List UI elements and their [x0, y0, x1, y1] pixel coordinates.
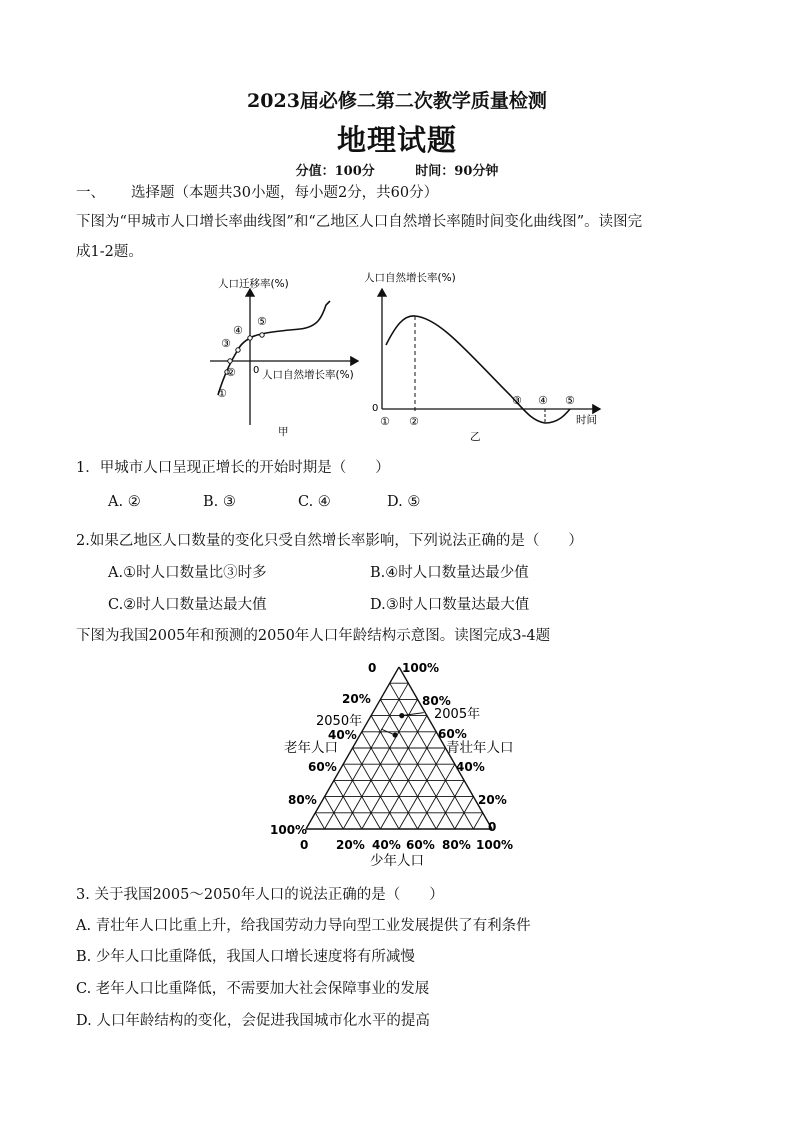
yi-caption: 乙: [470, 431, 481, 443]
bottom-tick-60: 60%: [406, 838, 435, 852]
q1-option-b[interactable]: B. ③: [203, 494, 236, 510]
bottom-tick-100: 100%: [476, 838, 514, 852]
q3-option-b[interactable]: B. 少年人口比重降低，我国人口增长速度将有所减慢: [76, 949, 415, 965]
grid-line: [371, 716, 436, 829]
section-heading: [76, 181, 438, 202]
jia-xlabel: 人口自然增长率(%): [262, 369, 354, 381]
leader-2005: [402, 713, 424, 716]
jia-label-1: ①: [217, 387, 227, 400]
left-tick-100: 100%: [270, 823, 308, 837]
exam-title: 2023届必修二第二次教学质量检测: [247, 90, 547, 112]
q2-stem: 2.如果乙地区人口数量的变化只受自然增长率影响，下列说法正确的是（ ）: [76, 533, 583, 549]
left-tick-40: 40%: [328, 728, 357, 742]
left-tick-0: 0: [368, 661, 377, 675]
yi-origin: 0: [372, 403, 379, 414]
q3-option-d[interactable]: D. 人口年龄结构的变化，会促进我国城市化水平的提高: [76, 1013, 430, 1029]
yi-xlabel: 时间: [576, 414, 597, 426]
q2-option-d[interactable]: D.③时人口数量达最大值: [370, 597, 530, 613]
point-2050-marker: [392, 732, 397, 737]
intro1-line1: 下图为“甲城市人口增长率曲线图”和“乙地区人口自然增长率随时间变化曲线图”。读图完: [76, 214, 643, 230]
jia-label-2: ②: [226, 366, 236, 379]
right-tick-0: 0: [488, 820, 497, 834]
q3-option-c[interactable]: C. 老年人口比重降低，不需要加大社会保障事业的发展: [76, 981, 430, 997]
right-tick-60: 60%: [438, 727, 467, 741]
bottom-tick-40: 40%: [372, 838, 401, 852]
grid-line: [315, 813, 324, 829]
jia-label-5: ⑤: [257, 315, 267, 328]
intro2: 下图为我国2005年和预测的2050年人口年龄结构示意图。读图完成3-4题: [76, 628, 551, 644]
grid-line: [399, 748, 446, 829]
jia-ylabel: 人口迁移率(%): [218, 278, 289, 290]
yi-tick-3: ③: [512, 394, 522, 407]
right-tick-80: 80%: [422, 694, 451, 708]
jia-point-5: [260, 333, 264, 337]
left-axis-label: 老年人口: [284, 740, 338, 756]
subject-title: 地理试题: [336, 123, 457, 157]
section-title: 选择题（本题共30小题，每小题2分，共60分）: [131, 185, 439, 201]
label-2050: 2050年: [316, 714, 363, 729]
jia-caption: 甲: [278, 426, 289, 438]
grid-line: [473, 813, 482, 829]
label-2005: 2005年: [434, 707, 481, 722]
bottom-tick-20: 20%: [336, 838, 365, 852]
time-label: 时间：90分钟: [415, 164, 499, 179]
figure-jia: [200, 265, 380, 445]
section-number: 一、: [76, 185, 105, 201]
right-tick-20: 20%: [478, 793, 507, 807]
left-tick-20: 20%: [342, 692, 371, 706]
q3-option-a[interactable]: A. 青壮年人口比重上升，给我国劳动力导向型工业发展提供了有利条件: [76, 918, 531, 934]
intro1-line2: 成1-2题。: [76, 244, 143, 260]
jia-point-2: [228, 359, 232, 363]
yi-tick-1: ①: [380, 415, 390, 428]
right-axis-label: 青壮年人口: [446, 740, 514, 756]
bottom-tick-0: 0: [300, 838, 309, 852]
jia-label-3: ③: [221, 337, 231, 350]
yi-tick-2: ②: [409, 415, 419, 428]
right-tick-40: 40%: [456, 760, 485, 774]
q1-stem: 1．甲城市人口呈现正增长的开始时期是（ ）: [76, 460, 390, 476]
figure-age-structure-triangle: [260, 655, 550, 875]
q2-option-c[interactable]: C.②时人口数量达最大值: [108, 597, 267, 613]
jia-point-4: [248, 336, 252, 340]
q1-option-c[interactable]: C. ④: [298, 494, 331, 510]
q1-option-d[interactable]: D. ⑤: [387, 494, 421, 510]
jia-origin: 0: [253, 365, 260, 376]
exam-meta: [0, 160, 794, 179]
yi-tick-5: ⑤: [565, 394, 575, 407]
figure-yi: [360, 265, 610, 445]
score-label: 分值：100分: [295, 164, 375, 179]
bottom-tick-80: 80%: [442, 838, 471, 852]
jia-point-3: [236, 348, 240, 352]
q3-stem: 3. 关于我国2005～2050年人口的说法正确的是（ ）: [76, 887, 444, 903]
grid-line: [353, 748, 400, 829]
yi-tick-4: ④: [538, 394, 548, 407]
left-tick-80: 80%: [288, 793, 317, 807]
yi-ylabel: 人口自然增长率(%): [364, 272, 456, 284]
bottom-axis-label: 少年人口: [370, 853, 424, 869]
q2-option-b[interactable]: B.④时人口数量达最少值: [370, 565, 529, 581]
left-tick-60: 60%: [308, 760, 337, 774]
q2-option-a[interactable]: A.①时人口数量比③时多: [108, 565, 267, 581]
jia-label-4: ④: [233, 324, 243, 337]
right-tick-100: 100%: [402, 661, 440, 675]
q1-option-a[interactable]: A. ②: [108, 494, 141, 510]
